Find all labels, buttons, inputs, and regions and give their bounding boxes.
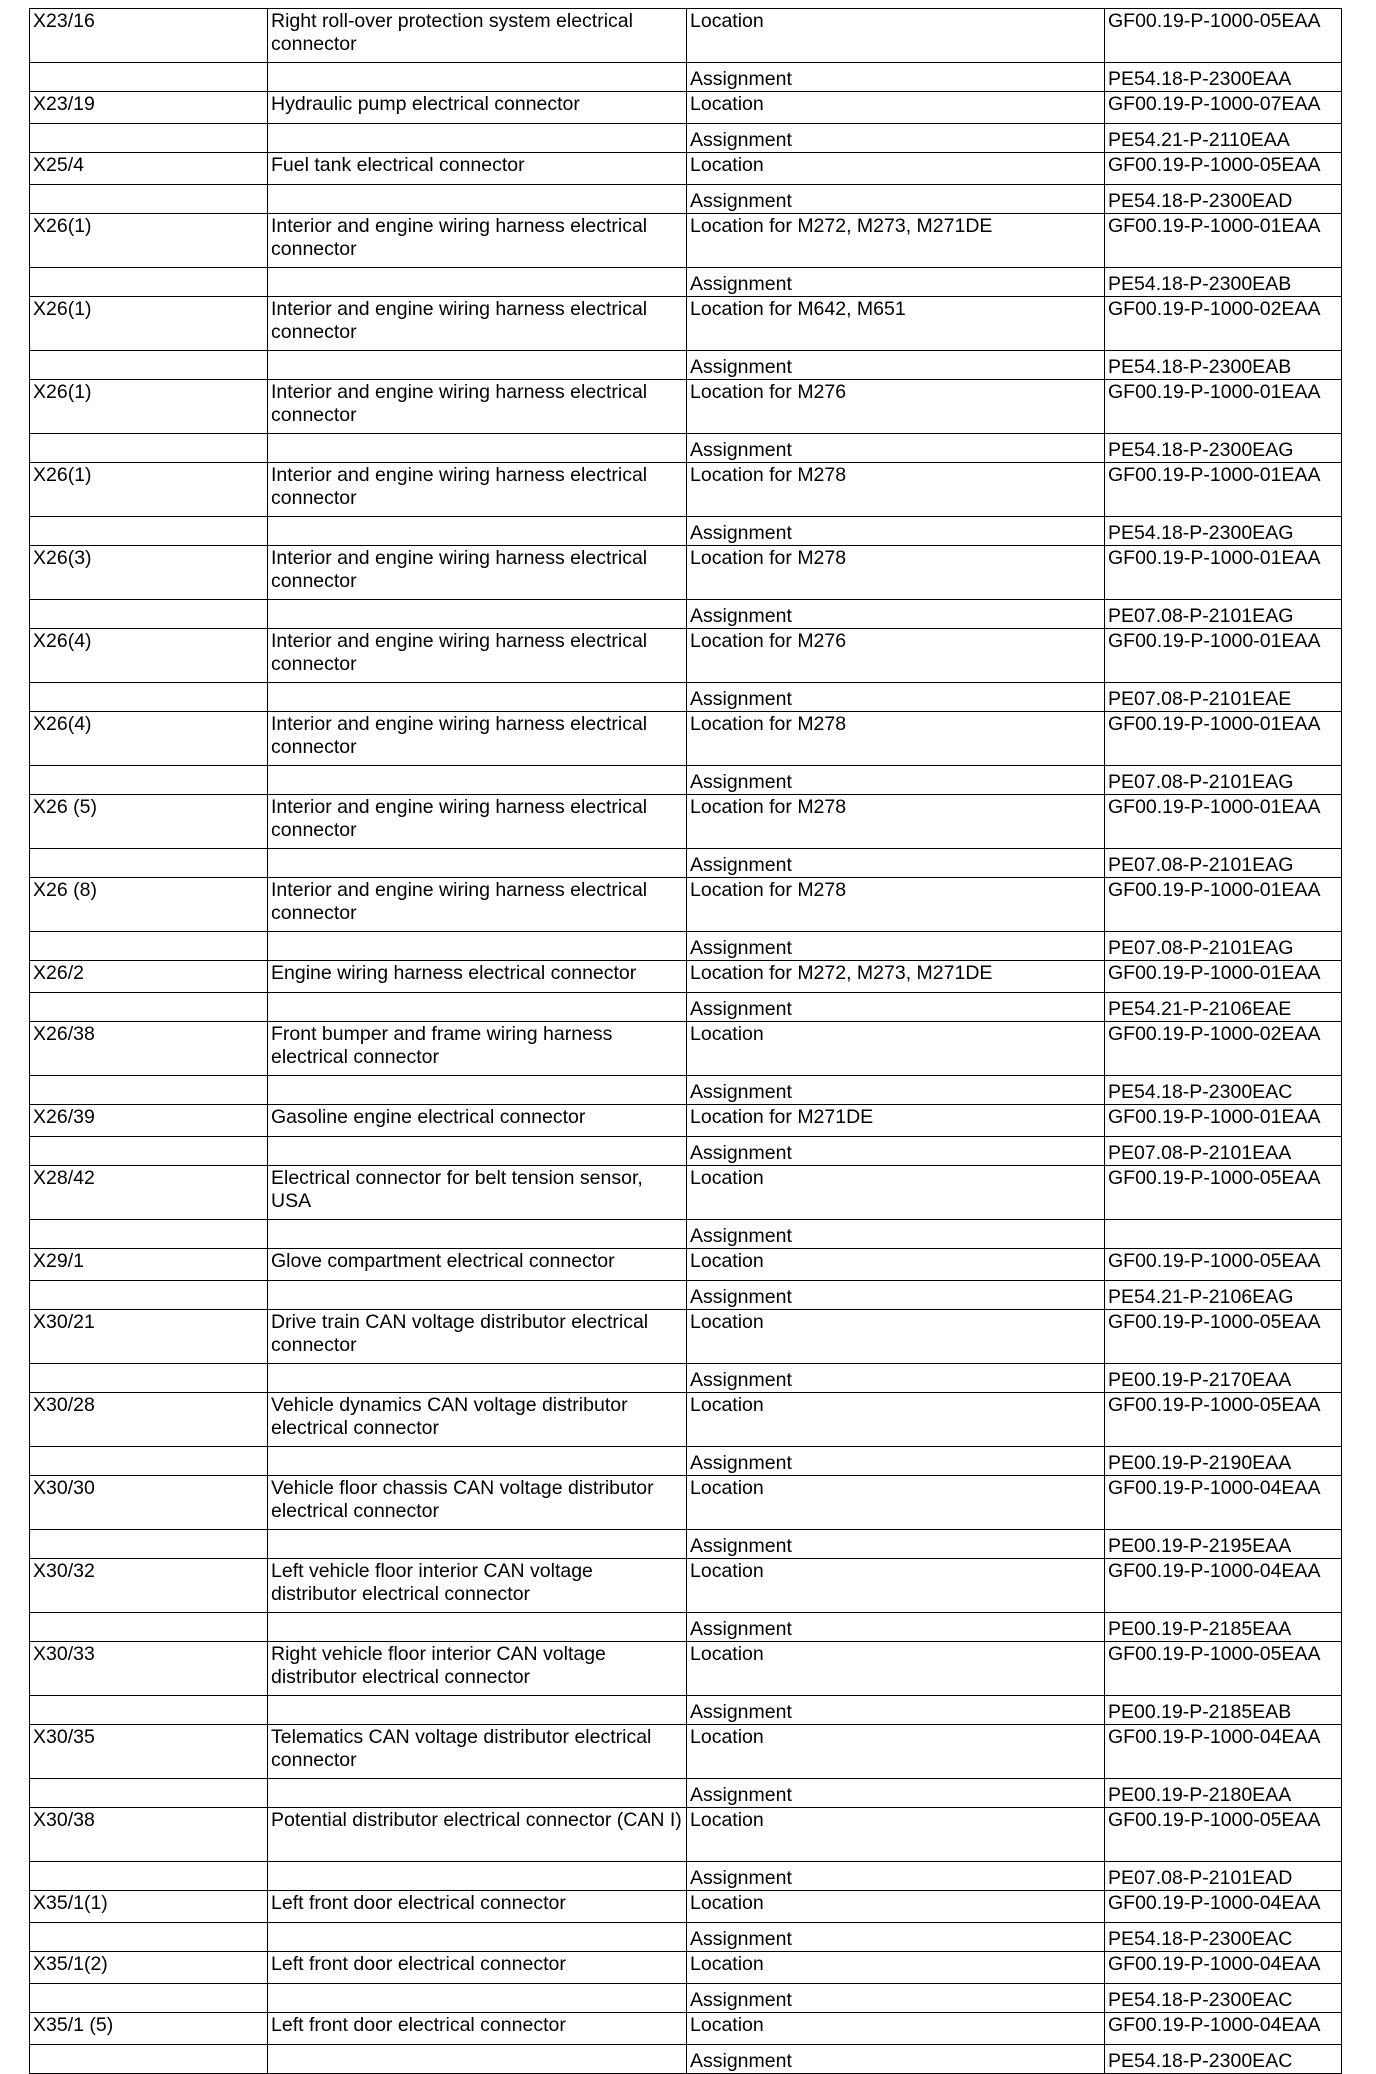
table-row — [30, 849, 1342, 878]
connector-id: X26 (8) — [30, 878, 268, 932]
location-label: Location for M278 — [687, 795, 1105, 849]
empty-cell — [30, 1447, 268, 1476]
location-label: Location — [687, 1891, 1105, 1923]
location-document: GF00.19-P-1000-05EAA — [1105, 1642, 1342, 1696]
connector-id: X26/38 — [30, 1022, 268, 1076]
empty-cell — [268, 1220, 687, 1249]
table-row — [30, 1137, 1342, 1166]
empty-cell — [30, 1220, 268, 1249]
table-row — [30, 1613, 1342, 1642]
empty-cell — [268, 1364, 687, 1393]
table-row — [30, 993, 1342, 1022]
empty-cell — [268, 124, 687, 153]
connector-id: X26(1) — [30, 380, 268, 434]
assignment-document: PE00.19-P-2180EAA — [1105, 1779, 1342, 1808]
assignment-label: Assignment — [687, 766, 1105, 795]
assignment-label: Assignment — [687, 434, 1105, 463]
assignment-document: PE54.21-P-2106EAG — [1105, 1281, 1342, 1310]
connector-description: Interior and engine wiring harness electrical connector — [268, 712, 687, 766]
connector-id: X26(3) — [30, 546, 268, 600]
empty-cell — [268, 683, 687, 712]
assignment-document: PE07.08-P-2101EAD — [1105, 1862, 1342, 1891]
assignment-document: PE07.08-P-2101EAE — [1105, 683, 1342, 712]
table-row — [30, 92, 1342, 124]
connector-description: Electrical connector for belt tension sensor, USA — [268, 1166, 687, 1220]
location-document: GF00.19-P-1000-01EAA — [1105, 712, 1342, 766]
empty-cell — [30, 185, 268, 214]
location-document: GF00.19-P-1000-04EAA — [1105, 1952, 1342, 1984]
connector-id: X30/32 — [30, 1559, 268, 1613]
connector-description: Interior and engine wiring harness electrical connector — [268, 795, 687, 849]
location-document: GF00.19-P-1000-01EAA — [1105, 1105, 1342, 1137]
location-label: Location — [687, 1952, 1105, 1984]
table-row — [30, 517, 1342, 546]
location-document: GF00.19-P-1000-01EAA — [1105, 463, 1342, 517]
table-row — [30, 1952, 1342, 1984]
location-document: GF00.19-P-1000-05EAA — [1105, 1393, 1342, 1447]
location-document: GF00.19-P-1000-05EAA — [1105, 1166, 1342, 1220]
empty-cell — [268, 600, 687, 629]
empty-cell — [268, 1696, 687, 1725]
assignment-label: Assignment — [687, 185, 1105, 214]
empty-cell — [30, 766, 268, 795]
connector-id: X30/35 — [30, 1725, 268, 1779]
assignment-document: PE00.19-P-2185EAB — [1105, 1696, 1342, 1725]
table-row — [30, 1393, 1342, 1447]
empty-cell — [268, 2045, 687, 2074]
assignment-document: PE00.19-P-2185EAA — [1105, 1613, 1342, 1642]
empty-cell — [30, 849, 268, 878]
location-document: GF00.19-P-1000-04EAA — [1105, 2013, 1342, 2045]
connector-description: Interior and engine wiring harness electrical connector — [268, 463, 687, 517]
assignment-label: Assignment — [687, 1220, 1105, 1249]
table-row — [30, 153, 1342, 185]
location-label: Location for M278 — [687, 546, 1105, 600]
connector-description: Drive train CAN voltage distributor electrical connector — [268, 1310, 687, 1364]
connector-id: X26(4) — [30, 712, 268, 766]
connector-description: Right vehicle floor interior CAN voltage distributor electrical connector — [268, 1642, 687, 1696]
connector-id: X30/38 — [30, 1808, 268, 1862]
location-document: GF00.19-P-1000-01EAA — [1105, 961, 1342, 993]
empty-cell — [30, 63, 268, 92]
location-label: Location for M272, M273, M271DE — [687, 214, 1105, 268]
empty-cell — [30, 2045, 268, 2074]
table-row — [30, 600, 1342, 629]
table-row — [30, 1984, 1342, 2013]
location-document: GF00.19-P-1000-04EAA — [1105, 1476, 1342, 1530]
location-label: Location — [687, 1249, 1105, 1281]
table-row — [30, 463, 1342, 517]
empty-cell — [30, 1076, 268, 1105]
location-document: GF00.19-P-1000-05EAA — [1105, 1310, 1342, 1364]
assignment-label: Assignment — [687, 1779, 1105, 1808]
table-row — [30, 766, 1342, 795]
table-row — [30, 185, 1342, 214]
table-row — [30, 1249, 1342, 1281]
connector-description: Hydraulic pump electrical connector — [268, 92, 687, 124]
assignment-document: PE54.18-P-2300EAB — [1105, 268, 1342, 297]
assignment-label: Assignment — [687, 2045, 1105, 2074]
table-row — [30, 546, 1342, 600]
table-row — [30, 1281, 1342, 1310]
empty-cell — [268, 1984, 687, 2013]
assignment-label: Assignment — [687, 268, 1105, 297]
empty-cell — [268, 517, 687, 546]
assignment-label: Assignment — [687, 1613, 1105, 1642]
empty-cell — [30, 1923, 268, 1952]
empty-cell — [268, 1447, 687, 1476]
table-row — [30, 1530, 1342, 1559]
table-row — [30, 878, 1342, 932]
location-label: Location — [687, 9, 1105, 63]
table-row — [30, 1862, 1342, 1891]
location-label: Location for M278 — [687, 878, 1105, 932]
empty-cell — [268, 1779, 687, 1808]
location-label: Location — [687, 153, 1105, 185]
location-document: GF00.19-P-1000-05EAA — [1105, 1808, 1342, 1862]
connector-id: X26 (5) — [30, 795, 268, 849]
empty-cell — [268, 1613, 687, 1642]
connector-id: X35/1(2) — [30, 1952, 268, 1984]
empty-cell — [268, 1862, 687, 1891]
table-row — [30, 1447, 1342, 1476]
assignment-document: PE07.08-P-2101EAG — [1105, 766, 1342, 795]
connector-table — [29, 8, 1342, 2074]
empty-cell — [30, 683, 268, 712]
assignment-document: PE00.19-P-2170EAA — [1105, 1364, 1342, 1393]
location-label: Location — [687, 1808, 1105, 1862]
empty-cell — [268, 1281, 687, 1310]
empty-cell — [268, 1076, 687, 1105]
assignment-document: PE07.08-P-2101EAG — [1105, 932, 1342, 961]
connector-id: X29/1 — [30, 1249, 268, 1281]
location-document: GF00.19-P-1000-05EAA — [1105, 9, 1342, 63]
location-label: Location for M276 — [687, 629, 1105, 683]
assignment-document: PE54.18-P-2300EAG — [1105, 517, 1342, 546]
connector-description: Vehicle floor chassis CAN voltage distributor electrical connector — [268, 1476, 687, 1530]
assignment-label: Assignment — [687, 683, 1105, 712]
connector-description: Interior and engine wiring harness electrical connector — [268, 380, 687, 434]
location-label: Location — [687, 1725, 1105, 1779]
table-row — [30, 1022, 1342, 1076]
table-row — [30, 2045, 1342, 2074]
empty-cell — [268, 63, 687, 92]
location-document: GF00.19-P-1000-02EAA — [1105, 297, 1342, 351]
assignment-document: PE54.21-P-2110EAA — [1105, 124, 1342, 153]
connector-description: Right roll-over protection system electrical connector — [268, 9, 687, 63]
empty-cell — [30, 1613, 268, 1642]
location-document: GF00.19-P-1000-05EAA — [1105, 1249, 1342, 1281]
table-row — [30, 1779, 1342, 1808]
assignment-label: Assignment — [687, 1530, 1105, 1559]
empty-cell — [268, 932, 687, 961]
location-document: GF00.19-P-1000-01EAA — [1105, 214, 1342, 268]
location-document: GF00.19-P-1000-02EAA — [1105, 1022, 1342, 1076]
table-row — [30, 1310, 1342, 1364]
connector-description: Interior and engine wiring harness electrical connector — [268, 214, 687, 268]
connector-description: Fuel tank electrical connector — [268, 153, 687, 185]
table-row — [30, 268, 1342, 297]
location-document: GF00.19-P-1000-01EAA — [1105, 795, 1342, 849]
connector-id: X30/28 — [30, 1393, 268, 1447]
connector-description: Left front door electrical connector — [268, 1952, 687, 1984]
empty-cell — [30, 1984, 268, 2013]
table-row — [30, 1166, 1342, 1220]
table-row — [30, 9, 1342, 63]
empty-cell — [268, 351, 687, 380]
assignment-document: PE07.08-P-2101EAG — [1105, 600, 1342, 629]
assignment-label: Assignment — [687, 517, 1105, 546]
empty-cell — [268, 766, 687, 795]
table-row — [30, 629, 1342, 683]
assignment-label: Assignment — [687, 932, 1105, 961]
empty-cell — [30, 1364, 268, 1393]
connector-id: X23/19 — [30, 92, 268, 124]
table-row — [30, 1076, 1342, 1105]
table-row — [30, 351, 1342, 380]
table-row — [30, 63, 1342, 92]
location-document: GF00.19-P-1000-07EAA — [1105, 92, 1342, 124]
connector-id: X26(1) — [30, 463, 268, 517]
empty-cell — [30, 434, 268, 463]
empty-cell — [268, 1137, 687, 1166]
assignment-document: PE07.08-P-2101EAA — [1105, 1137, 1342, 1166]
empty-cell — [30, 993, 268, 1022]
connector-description: Telematics CAN voltage distributor electrical connector — [268, 1725, 687, 1779]
connector-description: Left vehicle floor interior CAN voltage distributor electrical connector — [268, 1559, 687, 1613]
table-row — [30, 1476, 1342, 1530]
connector-description: Vehicle dynamics CAN voltage distributor electrical connector — [268, 1393, 687, 1447]
assignment-label: Assignment — [687, 1923, 1105, 1952]
connector-description: Interior and engine wiring harness electrical connector — [268, 297, 687, 351]
table-row — [30, 1891, 1342, 1923]
table-row — [30, 1559, 1342, 1613]
connector-id: X28/42 — [30, 1166, 268, 1220]
empty-cell — [30, 1530, 268, 1559]
assignment-label: Assignment — [687, 1137, 1105, 1166]
table-row — [30, 683, 1342, 712]
empty-cell — [30, 1137, 268, 1166]
connector-description: Potential distributor electrical connector (CAN I) — [268, 1808, 687, 1862]
assignment-label: Assignment — [687, 124, 1105, 153]
location-label: Location for M278 — [687, 463, 1105, 517]
empty-cell — [268, 1530, 687, 1559]
connector-id: X35/1(1) — [30, 1891, 268, 1923]
table-row — [30, 434, 1342, 463]
location-label: Location — [687, 2013, 1105, 2045]
empty-cell — [268, 268, 687, 297]
connector-id: X35/1 (5) — [30, 2013, 268, 2045]
assignment-document: PE00.19-P-2195EAA — [1105, 1530, 1342, 1559]
empty-cell — [30, 351, 268, 380]
location-document: GF00.19-P-1000-05EAA — [1105, 153, 1342, 185]
table-row — [30, 1642, 1342, 1696]
table-row — [30, 961, 1342, 993]
assignment-label: Assignment — [687, 1364, 1105, 1393]
table-row — [30, 297, 1342, 351]
assignment-document: PE54.18-P-2300EAD — [1105, 185, 1342, 214]
table-row — [30, 2013, 1342, 2045]
connector-description: Glove compartment electrical connector — [268, 1249, 687, 1281]
empty-cell — [30, 1779, 268, 1808]
table-row — [30, 124, 1342, 153]
empty-cell — [268, 993, 687, 1022]
location-document: GF00.19-P-1000-01EAA — [1105, 380, 1342, 434]
location-document: GF00.19-P-1000-01EAA — [1105, 878, 1342, 932]
table-row — [30, 1364, 1342, 1393]
empty-cell — [30, 600, 268, 629]
location-label: Location for M278 — [687, 712, 1105, 766]
table-row — [30, 1725, 1342, 1779]
location-label: Location for M276 — [687, 380, 1105, 434]
empty-cell — [30, 1862, 268, 1891]
location-document: GF00.19-P-1000-01EAA — [1105, 546, 1342, 600]
assignment-document: PE54.18-P-2300EAC — [1105, 1984, 1342, 2013]
assignment-document: PE54.18-P-2300EAB — [1105, 351, 1342, 380]
location-label: Location — [687, 1642, 1105, 1696]
assignment-label: Assignment — [687, 600, 1105, 629]
assignment-label: Assignment — [687, 1984, 1105, 2013]
connector-description: Left front door electrical connector — [268, 2013, 687, 2045]
location-label: Location for M642, M651 — [687, 297, 1105, 351]
table-row — [30, 1696, 1342, 1725]
table-row — [30, 932, 1342, 961]
assignment-label: Assignment — [687, 849, 1105, 878]
empty-cell — [30, 124, 268, 153]
location-label: Location for M272, M273, M271DE — [687, 961, 1105, 993]
location-label: Location for M271DE — [687, 1105, 1105, 1137]
assignment-label: Assignment — [687, 1696, 1105, 1725]
assignment-document: PE54.18-P-2300EAA — [1105, 63, 1342, 92]
table-row — [30, 1220, 1342, 1249]
connector-id: X30/33 — [30, 1642, 268, 1696]
connector-id: X23/16 — [30, 9, 268, 63]
assignment-label: Assignment — [687, 1076, 1105, 1105]
empty-cell — [30, 517, 268, 546]
location-label: Location — [687, 92, 1105, 124]
assignment-label: Assignment — [687, 1281, 1105, 1310]
empty-cell — [268, 434, 687, 463]
table-row — [30, 1923, 1342, 1952]
location-document: GF00.19-P-1000-04EAA — [1105, 1891, 1342, 1923]
assignment-document: PE07.08-P-2101EAG — [1105, 849, 1342, 878]
empty-cell — [268, 849, 687, 878]
empty-cell — [30, 1281, 268, 1310]
assignment-document: PE00.19-P-2190EAA — [1105, 1447, 1342, 1476]
connector-description: Gasoline engine electrical connector — [268, 1105, 687, 1137]
connector-id: X25/4 — [30, 153, 268, 185]
location-label: Location — [687, 1166, 1105, 1220]
connector-description: Interior and engine wiring harness electrical connector — [268, 546, 687, 600]
empty-cell — [30, 932, 268, 961]
connector-description: Interior and engine wiring harness electrical connector — [268, 878, 687, 932]
assignment-document: PE54.18-P-2300EAC — [1105, 1076, 1342, 1105]
connector-id: X30/30 — [30, 1476, 268, 1530]
empty-cell — [30, 1696, 268, 1725]
assignment-label: Assignment — [687, 351, 1105, 380]
assignment-label: Assignment — [687, 1862, 1105, 1891]
connector-id: X26(4) — [30, 629, 268, 683]
empty-cell — [30, 268, 268, 297]
table-row — [30, 214, 1342, 268]
assignment-label: Assignment — [687, 63, 1105, 92]
assignment-document: PE54.18-P-2300EAC — [1105, 2045, 1342, 2074]
table-row — [30, 795, 1342, 849]
location-document: GF00.19-P-1000-04EAA — [1105, 1725, 1342, 1779]
location-label: Location — [687, 1310, 1105, 1364]
assignment-label: Assignment — [687, 1447, 1105, 1476]
table-row — [30, 1808, 1342, 1862]
assignment-document: PE54.18-P-2300EAG — [1105, 434, 1342, 463]
empty-cell — [268, 185, 687, 214]
location-label: Location — [687, 1393, 1105, 1447]
connector-id: X26(1) — [30, 297, 268, 351]
table-row — [30, 712, 1342, 766]
connector-description: Left front door electrical connector — [268, 1891, 687, 1923]
connector-description: Interior and engine wiring harness electrical connector — [268, 629, 687, 683]
connector-table-body — [30, 9, 1342, 2074]
connector-id: X26/39 — [30, 1105, 268, 1137]
empty-cell — [268, 1923, 687, 1952]
location-label: Location — [687, 1022, 1105, 1076]
table-row — [30, 380, 1342, 434]
connector-id: X26/2 — [30, 961, 268, 993]
location-label: Location — [687, 1476, 1105, 1530]
assignment-document: PE54.18-P-2300EAC — [1105, 1923, 1342, 1952]
assignment-document: PE54.21-P-2106EAE — [1105, 993, 1342, 1022]
table-row — [30, 1105, 1342, 1137]
assignment-document — [1105, 1220, 1342, 1249]
connector-id: X30/21 — [30, 1310, 268, 1364]
connector-id: X26(1) — [30, 214, 268, 268]
location-document: GF00.19-P-1000-04EAA — [1105, 1559, 1342, 1613]
location-label: Location — [687, 1559, 1105, 1613]
connector-description: Front bumper and frame wiring harness electrical connector — [268, 1022, 687, 1076]
location-document: GF00.19-P-1000-01EAA — [1105, 629, 1342, 683]
connector-description: Engine wiring harness electrical connector — [268, 961, 687, 993]
assignment-label: Assignment — [687, 993, 1105, 1022]
